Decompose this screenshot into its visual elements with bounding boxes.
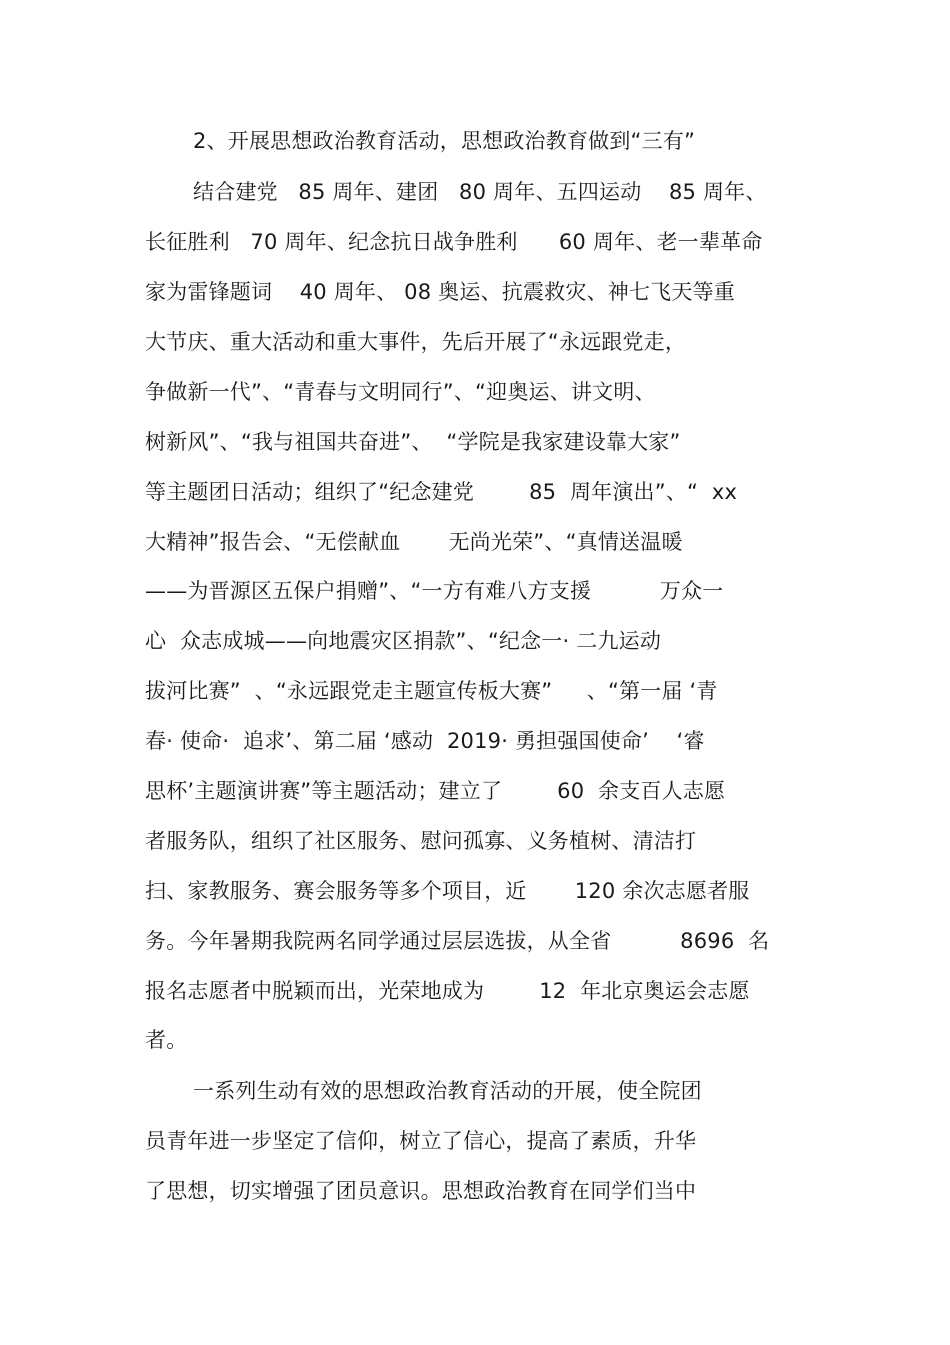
section-heading: 2、开展思想政治教育活动，思想政治教育做到“三有” — [193, 129, 696, 153]
paragraph-line: 等主题团日活动；组织了“纪念建党 85 周年演出”、“ xx — [145, 480, 738, 504]
paragraph-line: 拔河比赛” 、“永远跟党走主题宣传板大赛” 、“第一届 ‘青 — [145, 679, 718, 703]
paragraph-line: 一系列生动有效的思想政治教育活动的开展，使全院团 — [193, 1079, 702, 1103]
paragraph-line: 结合建党 85 周年、建团 80 周年、五四运动 85 周年、 — [193, 180, 767, 204]
paragraph-line: 者。 — [145, 1028, 188, 1052]
paragraph-line: 争做新一代”、“青春与文明同行”、“迎奥运、讲文明、 — [145, 380, 656, 404]
paragraph-line: 了思想，切实增强了团员意识。思想政治教育在同学们当中 — [145, 1179, 697, 1203]
paragraph-line: 员青年进一步坚定了信仰，树立了信心，提高了素质，升华 — [145, 1129, 697, 1153]
paragraph-line: 长征胜利 70 周年、纪念抗日战争胜利 60 周年、老一辈革命 — [145, 230, 763, 254]
paragraph-line: 春· 使命· 追求’、第二届 ‘感动 2019· 勇担强国使命’ ‘睿 — [145, 729, 705, 753]
paragraph-line: ——为晋源区五保户捐赠”、“一方有难八方支援 万众一 — [145, 579, 724, 603]
paragraph-line: 者服务队，组织了社区服务、慰问孤寡、义务植树、清洁打 — [145, 829, 697, 853]
paragraph-line: 家为雷锋题词 40 周年、 08 奥运、抗震救灾、神七飞天等重 — [145, 280, 735, 304]
paragraph-line: 大精神”报告会、“无偿献血 无尚光荣”、“真情送温暖 — [145, 530, 683, 554]
paragraph-line: 心 众志成城——向地震灾区捐款”、“纪念一· 二九运动 — [145, 629, 662, 653]
paragraph-line: 扫、家教服务、赛会服务等多个项目，近 120 余次志愿者服 — [145, 879, 750, 903]
paragraph-line: 思杯’主题演讲赛”等主题活动；建立了 60 余支百人志愿 — [145, 779, 726, 803]
paragraph-line: 树新风”、“我与祖国共奋进”、 “学院是我家建设靠大家” — [145, 430, 681, 454]
paragraph-line: 务。今年暑期我院两名同学通过层层选拔，从全省 8696 名 — [145, 929, 770, 953]
paragraph-line: 大节庆、重大活动和重大事件，先后开展了“永远跟党走， — [145, 330, 687, 354]
paragraph-line: 报名志愿者中脱颖而出，光荣地成为 12 年北京奥运会志愿 — [145, 979, 750, 1003]
